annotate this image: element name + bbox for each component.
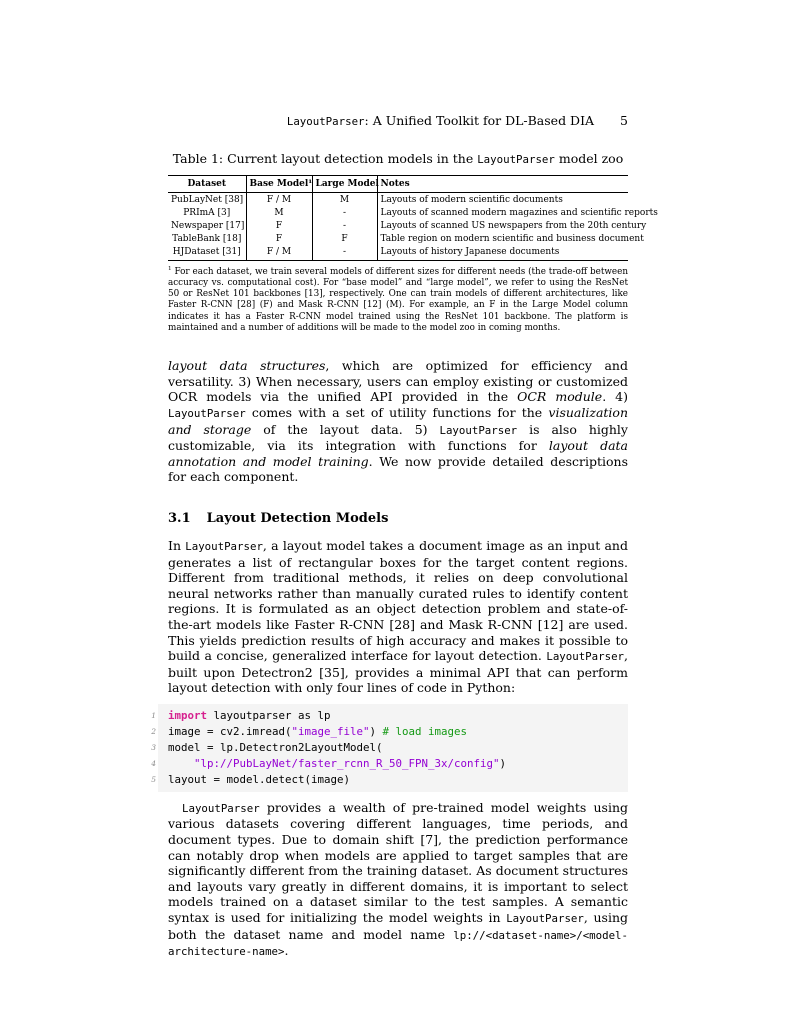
section-title: Layout Detection Models: [206, 510, 389, 526]
table-row: [168, 206, 628, 219]
line-number: 4: [151, 758, 156, 768]
text-segment: of the layout data. 5): [251, 421, 440, 437]
table-cell: -: [312, 245, 377, 260]
code-block: [151, 704, 628, 792]
code-line: [151, 708, 622, 724]
text-segment: LayoutParser: [182, 801, 260, 815]
table-cell: F / M: [246, 245, 312, 260]
code-token: model = lp.Detectron2LayoutModel(: [168, 740, 383, 754]
paragraph-continuation: [168, 358, 628, 485]
text-segment: LayoutParser: [546, 650, 625, 664]
code-line: [151, 772, 622, 788]
code-token: ): [369, 724, 383, 738]
text-segment: LayoutParser: [286, 115, 365, 128]
line-number: 3: [151, 742, 156, 752]
table-row: [168, 232, 628, 245]
text-segment: , a layout model takes a document image as an input and generates a list of rectangular boxes for the target content regions. Different from traditional methods, it relies on deep convolutional neural networks rather than manually curated rules to identify content regions. It is formulated as an object detection problem and state-of-the-art models like Faster R-CNN [28] and Mask R-CNN [12] are used. This yields prediction results of high accuracy and makes it possible to build a concise, generalized interface for layout detection.: [168, 537, 628, 664]
table-cell: M: [246, 206, 312, 219]
table-caption: [168, 151, 628, 166]
text-segment: comes with a set of utility functions for the: [245, 404, 549, 420]
text-segment: For each dataset, we train several models of different sizes for different needs (the trade-off between accuracy vs. computational cost). For “base model” and “large model”, we refer to using the ResNet 50 or ResNet 101 backbones [13], respectively. One can train models of different architectures, like Faster R-CNN [28] (F) and Mask R-CNN [12] (M). For example, an F in the Large Model column indicates it has a Faster R-CNN model trained using the ResNet 101 backbone. The platform is maintained and a number of additions will be made to the model zoo in coming months.: [168, 266, 628, 333]
code-line: [151, 740, 622, 756]
code-token-kw: import: [168, 708, 208, 722]
text-segment: layout data annotation and model training: [168, 438, 629, 469]
text-segment: lp://<dataset-name>/<model-architecture-name>: [168, 928, 628, 959]
section-heading: [168, 511, 628, 526]
column-header: Base Model¹: [246, 176, 312, 193]
column-header: Dataset: [168, 176, 246, 193]
table-cell: Layouts of scanned US newspapers from the 20th century: [377, 219, 628, 232]
text-segment: , using both the dataset name and model name: [168, 910, 628, 942]
code-token: ): [499, 756, 507, 770]
text-segment: In: [168, 537, 186, 553]
text-segment: , which are optimized for efficiency and versatility. 3) When necessary, users can employ existing or customized OCR models via the unified API provided in the: [168, 358, 628, 405]
table-body: [168, 193, 658, 261]
text-segment: visualization and storage: [168, 404, 628, 437]
code-token: [168, 757, 194, 770]
text-segment: , built upon Detectron2 [35], provides a minimal API that can perform layout detection with only four lines of code in Python:: [168, 648, 628, 696]
page-number: 5: [620, 113, 628, 128]
text-segment: LayoutParser: [506, 912, 584, 926]
table-cell: -: [312, 206, 377, 219]
section-number: 3.1: [168, 510, 191, 526]
text-segment: .: [284, 943, 289, 959]
text-segment: LayoutParser: [168, 406, 246, 420]
code-token: image = cv2.imread(: [168, 724, 292, 738]
table-cell: -: [312, 219, 377, 232]
code-token-str: "lp://PubLayNet/faster_rcnn_R_50_FPN_3x/config": [194, 756, 500, 770]
text-segment: . We now provide detailed descriptions for each component.: [168, 453, 628, 485]
table-cell: HJDataset [31]: [168, 245, 246, 260]
table-row: [168, 245, 628, 260]
code-line: [151, 724, 622, 740]
code-token-str: "image_file": [291, 724, 370, 738]
table-cell: TableBank [18]: [172, 233, 242, 244]
model-zoo-table: [168, 175, 658, 261]
table-cell: Layouts of modern scientific documents: [377, 193, 628, 207]
line-number: 5: [151, 774, 156, 784]
text-segment: . 4): [602, 389, 628, 405]
running-head: [168, 113, 628, 129]
text-segment: OCR module: [517, 389, 603, 405]
column-header: Notes: [377, 176, 628, 193]
running-head-title: [287, 113, 594, 129]
table-cell: F: [246, 219, 312, 232]
table-cell: F: [312, 232, 377, 245]
text-segment: Table 1: Current layout detection models in the: [172, 151, 478, 166]
table-footnote: [168, 264, 628, 335]
page-content: [151, 113, 658, 960]
line-number: 1: [151, 710, 156, 720]
text-segment: is also highly customizable, via its integration with functions for: [168, 421, 628, 454]
table-cell: Newspaper [17]: [171, 220, 245, 231]
text-segment: layout data structures: [168, 358, 326, 374]
table-cell: Layouts of scanned modern magazines and scientific reports: [377, 206, 628, 219]
table-header-row: [168, 176, 628, 193]
column-header: Large Model: [312, 176, 377, 193]
text-segment: LayoutParser: [439, 423, 518, 437]
table-cell: PubLayNet [38]: [171, 194, 244, 205]
code-token: layoutparser as lp: [207, 708, 331, 722]
code-line: [151, 756, 622, 772]
code-token: layout = model.detect(image): [168, 772, 351, 786]
line-number: 2: [151, 726, 156, 736]
text-segment: provides a wealth of pre-trained model weights using various datasets covering different languages, time periods, and document types. Due to domain shift [7], the prediction performance can notably drop when models are applied to target samples that are significantly different from the training dataset. As document structures and layouts vary greatly in different domains, it is important to select models trained on a dataset similar to the test samples. A semantic syntax is used for initializing the model weights in: [168, 799, 628, 926]
table-cell: PRImA [3]: [183, 207, 231, 218]
paragraph-model-weights: [168, 800, 628, 960]
table-cell: F: [246, 232, 312, 245]
text-segment: : A Unified Toolkit for DL-Based DIA: [364, 113, 595, 128]
code-token-com: # load images: [382, 724, 468, 738]
table-cell: F / M: [246, 193, 312, 207]
table-cell: Table region on modern scientific and business document: [377, 232, 628, 245]
text-segment: 1: [168, 265, 172, 272]
table-row: [168, 219, 628, 232]
table-row: [168, 193, 628, 207]
text-segment: LayoutParser: [185, 539, 263, 553]
table-cell: Layouts of history Japanese documents: [377, 245, 628, 260]
text-segment: LayoutParser: [477, 153, 555, 166]
table-cell: M: [312, 193, 377, 207]
text-segment: model zoo: [554, 151, 624, 166]
paragraph-intro: [168, 538, 628, 696]
